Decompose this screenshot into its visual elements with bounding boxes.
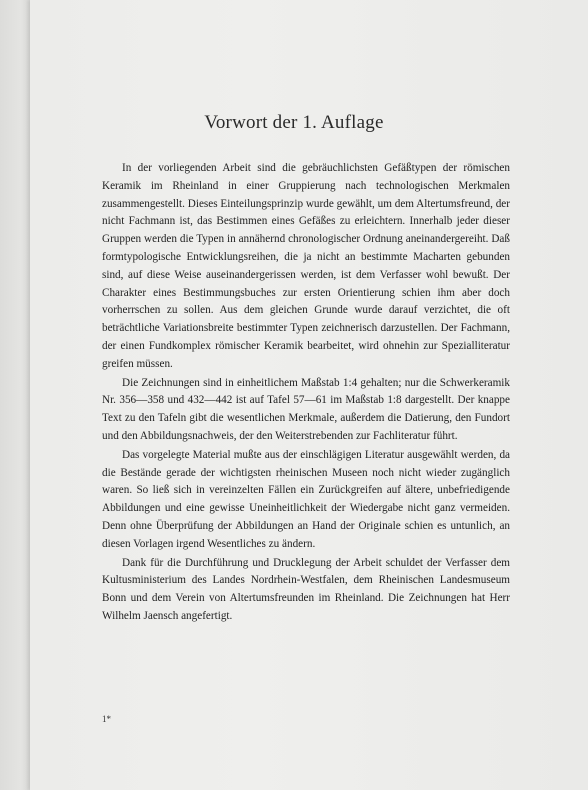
page-title: Vorwort der 1. Auflage bbox=[204, 112, 384, 133]
preface-body bbox=[102, 160, 510, 627]
signature-mark: 1* bbox=[102, 714, 111, 724]
paragraph-2: Die Zeichnungen sind in einheitlichem Maßstab 1:4 gehalten; nur die Schwerkeramik Nr. 356—358 und 432—442 ist auf Tafel 57—61 im Maßstab 1:8 dargestellt. Der knappe Text zu den Tafeln gibt die wesentlichen Merkmale, außerdem die Datierung, den Fundort und den Abbildungsnachweis, der den Weiterstrebenden zur Fachliteratur führt. bbox=[102, 376, 510, 442]
paragraph-4: Dank für die Durchführung und Drucklegung der Arbeit schuldet der Verfasser dem Kultusministerium des Landes Nordrhein-Westfalen, dem Rheinischen Landesmuseum Bonn und dem Verein von Altertumsfreunden im Rheinland. Die Zeichnungen hat Herr Wilhelm Jaensch angefertigt. bbox=[102, 556, 510, 622]
paragraph-3: Das vorgelegte Material mußte aus der einschlägigen Literatur ausgewählt werden, da die Bestände gerade der wichtigsten rheinischen Museen noch nicht wieder zugänglich waren. So ließ sich in vereinzelten Fällen ein Zurückgreifen auf ältere, unbefriedigende Abbildungen und eine gewisse Uneinheitlichkeit der Wiedergabe nicht ganz vermeiden. Denn ohne Überprüfung der Abbildungen an Hand der Originale schien es untunlich, an diesen Vorlagen irgend Wesentliches zu ändern. bbox=[102, 448, 510, 550]
paragraph-1: In der vorliegenden Arbeit sind die gebräuchlichsten Gefäßtypen der römischen Keramik im Rheinland in einer Gruppierung nach technologischen Merkmalen zusammengestellt. Dieses Einteilungsprinzip wurde gewählt, um dem Altertumsfreund, der nicht Fachmann ist, das Bestimmen eines Gefäßes zu erleichtern. Innerhalb jeder dieser Gruppen werden die Typen in annähernd chronologischer Ordnung aneinandergereiht. Daß formtypologische Entwicklungsreihen, die ja nicht an bestimmte Macharten gebunden sind, auf diese Weise auseinandergerissen werden, ist dem Verfasser wohl bewußt. Der Charakter eines Bestimmungsbuches zur ersten Orientierung schien ihm aber doch vorherrschen zu sollen. Aus dem gleichen Grunde wurde darauf verzichtet, die oft beträchtliche Variationsbreite bestimmter Typen zeichnerisch darzustellen. Der Fachmann, der einen Fundkomplex römischer Keramik bearbeitet, wird ohnehin zur Spezialliteratur greifen müssen. bbox=[102, 162, 510, 370]
